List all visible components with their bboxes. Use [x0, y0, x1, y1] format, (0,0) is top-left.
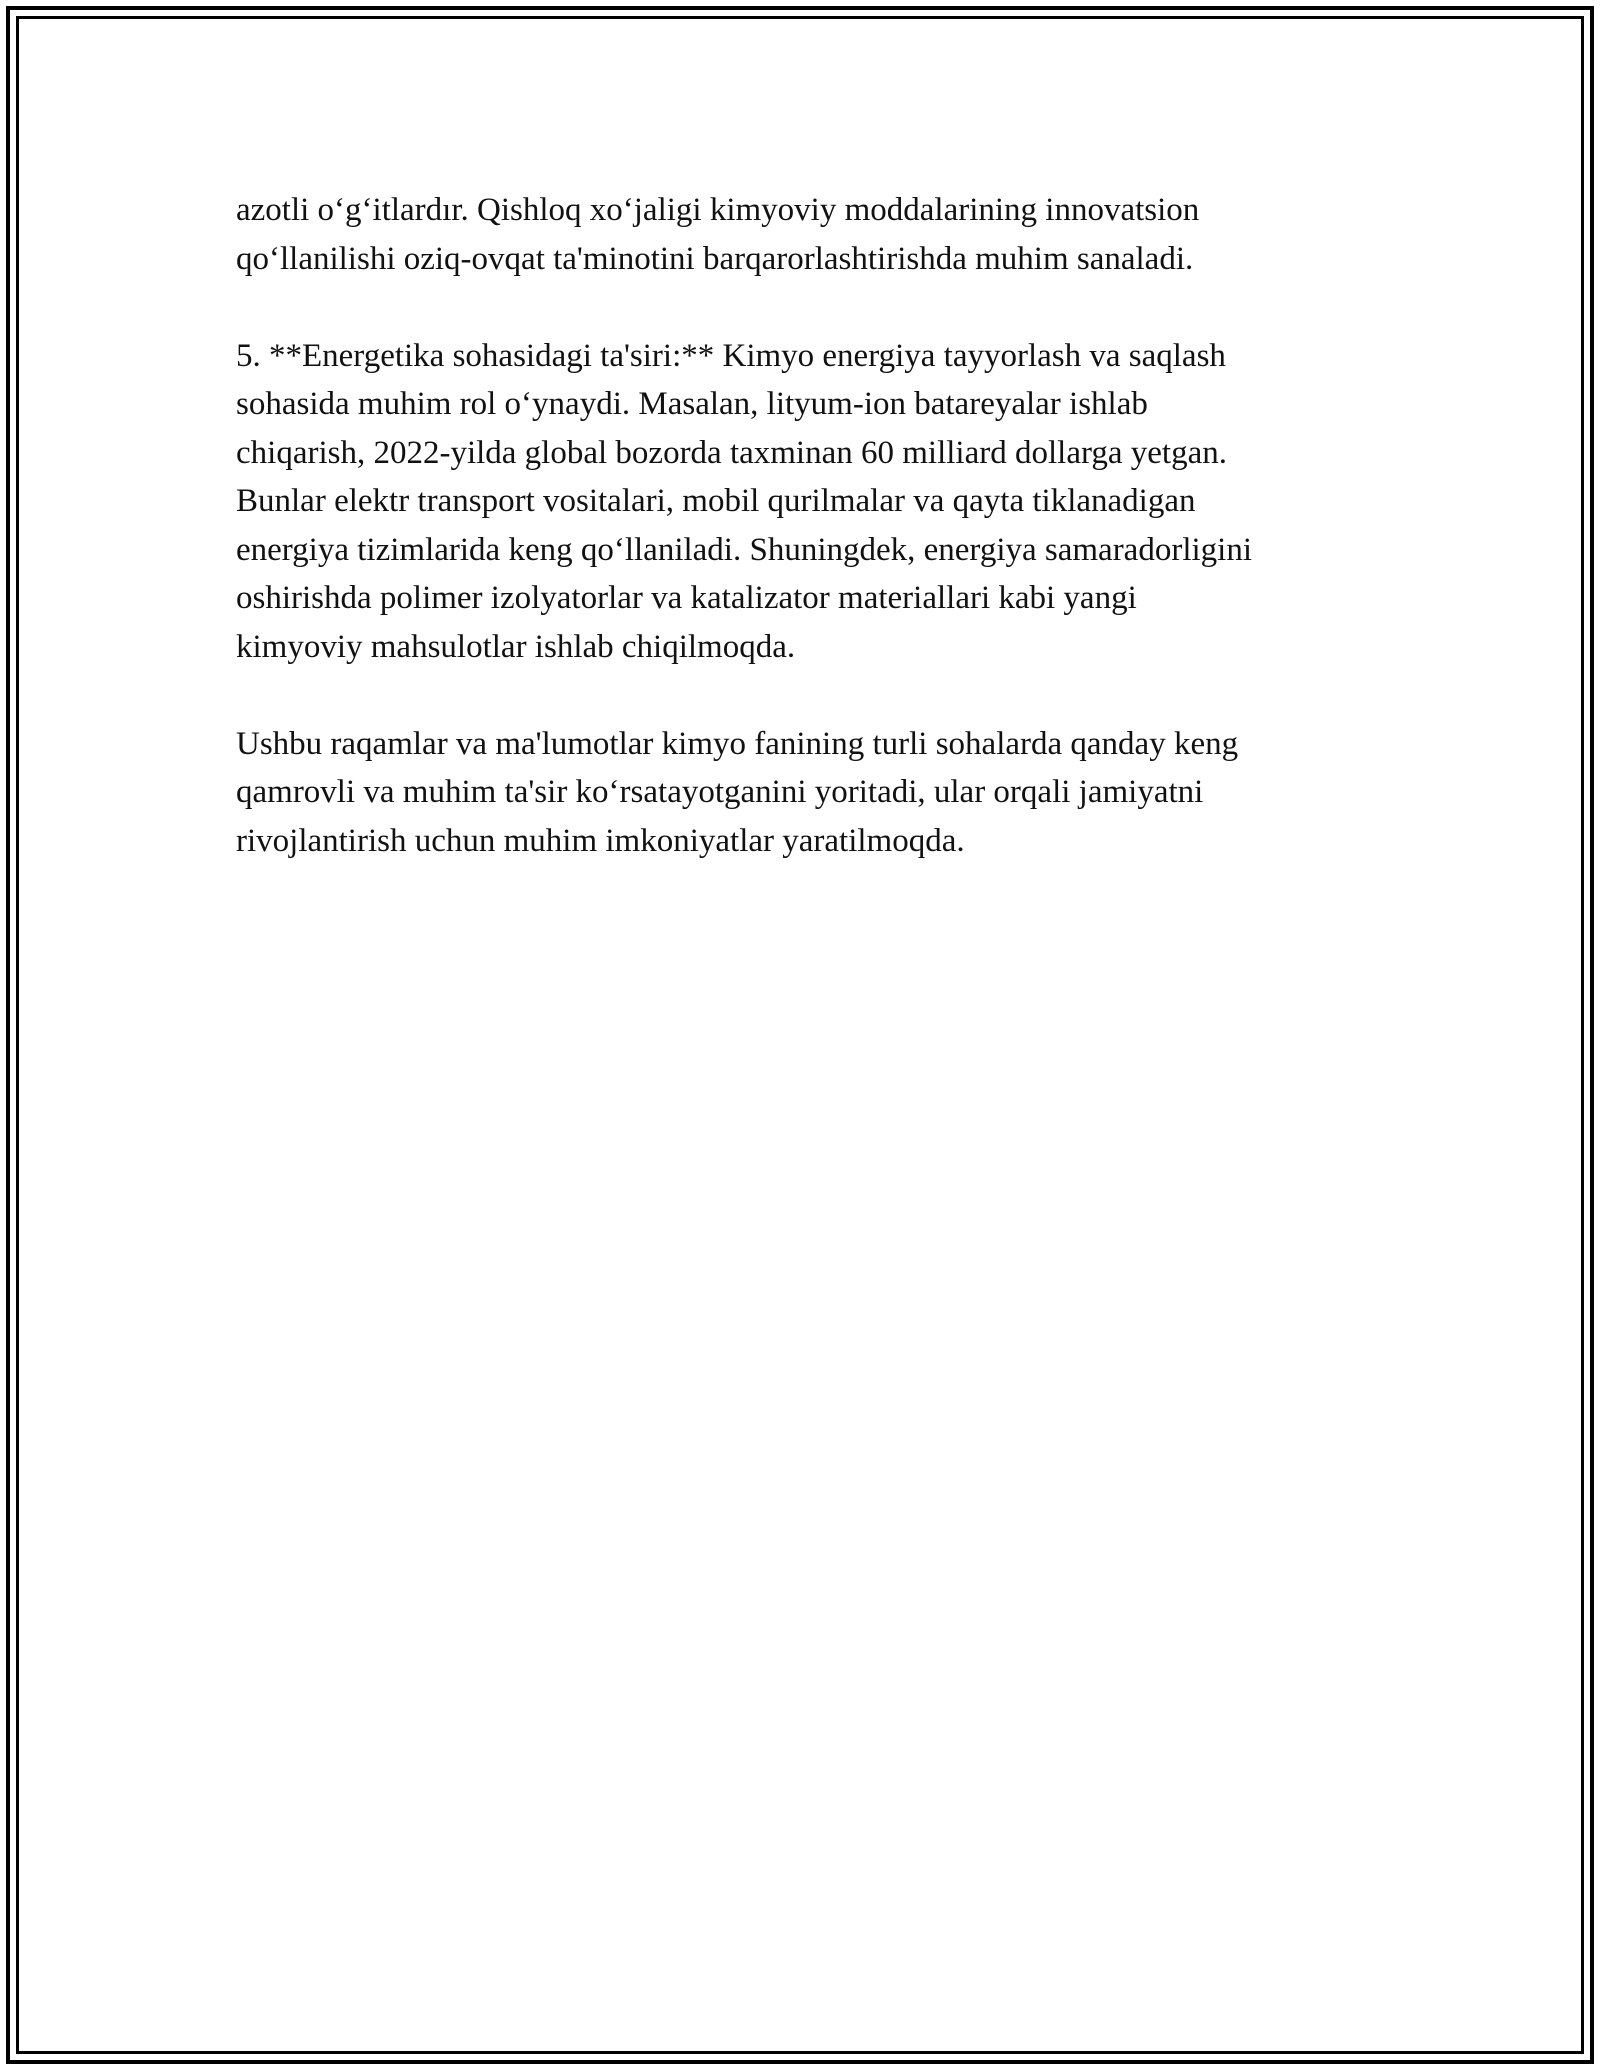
paragraph-energy-impact: 5. **Energetika sohasidagi ta'siri:** Kimyo energiya tayyorlash va saqlash sohasida muhim rol o‘ynaydi. Masalan, lityum-ion batareyalar ishlab chiqarish, 2022-yilda global bozorda taxminan 60 milliard dollarga yetgan. Bunlar elektr transport vositalari, mobil qurilmalar va qayta tiklanadigan energiya tizimlarida keng qo‘llaniladi. Shuningdek, energiya samaradorligini oshirishda polimer izolyatorlar va katalizator materiallari kabi yangi kimyoviy mahsulotlar ishlab chiqilmoqda.: [236, 337, 1252, 665]
document-body: [236, 186, 1396, 914]
paragraph-summary: Ushbu raqamlar va ma'lumotlar kimyo fanining turli sohalarda qanday keng qamrovli va muhim ta'sir ko‘rsatayotganini yoritadi, ular orqali jamiyatni rivojlantirish uchun muhim imkoniyatlar yaratilmoqda.: [236, 725, 1239, 859]
paragraph-agrochemicals-conclusion: azotli o‘g‘itlardır. Qishloq xo‘jaligi kimyoviy moddalarining innovatsion qo‘llanilishi oziq-ovqat ta'minotini barqarorlashtirishda muhim sanaladi.: [236, 192, 1200, 277]
